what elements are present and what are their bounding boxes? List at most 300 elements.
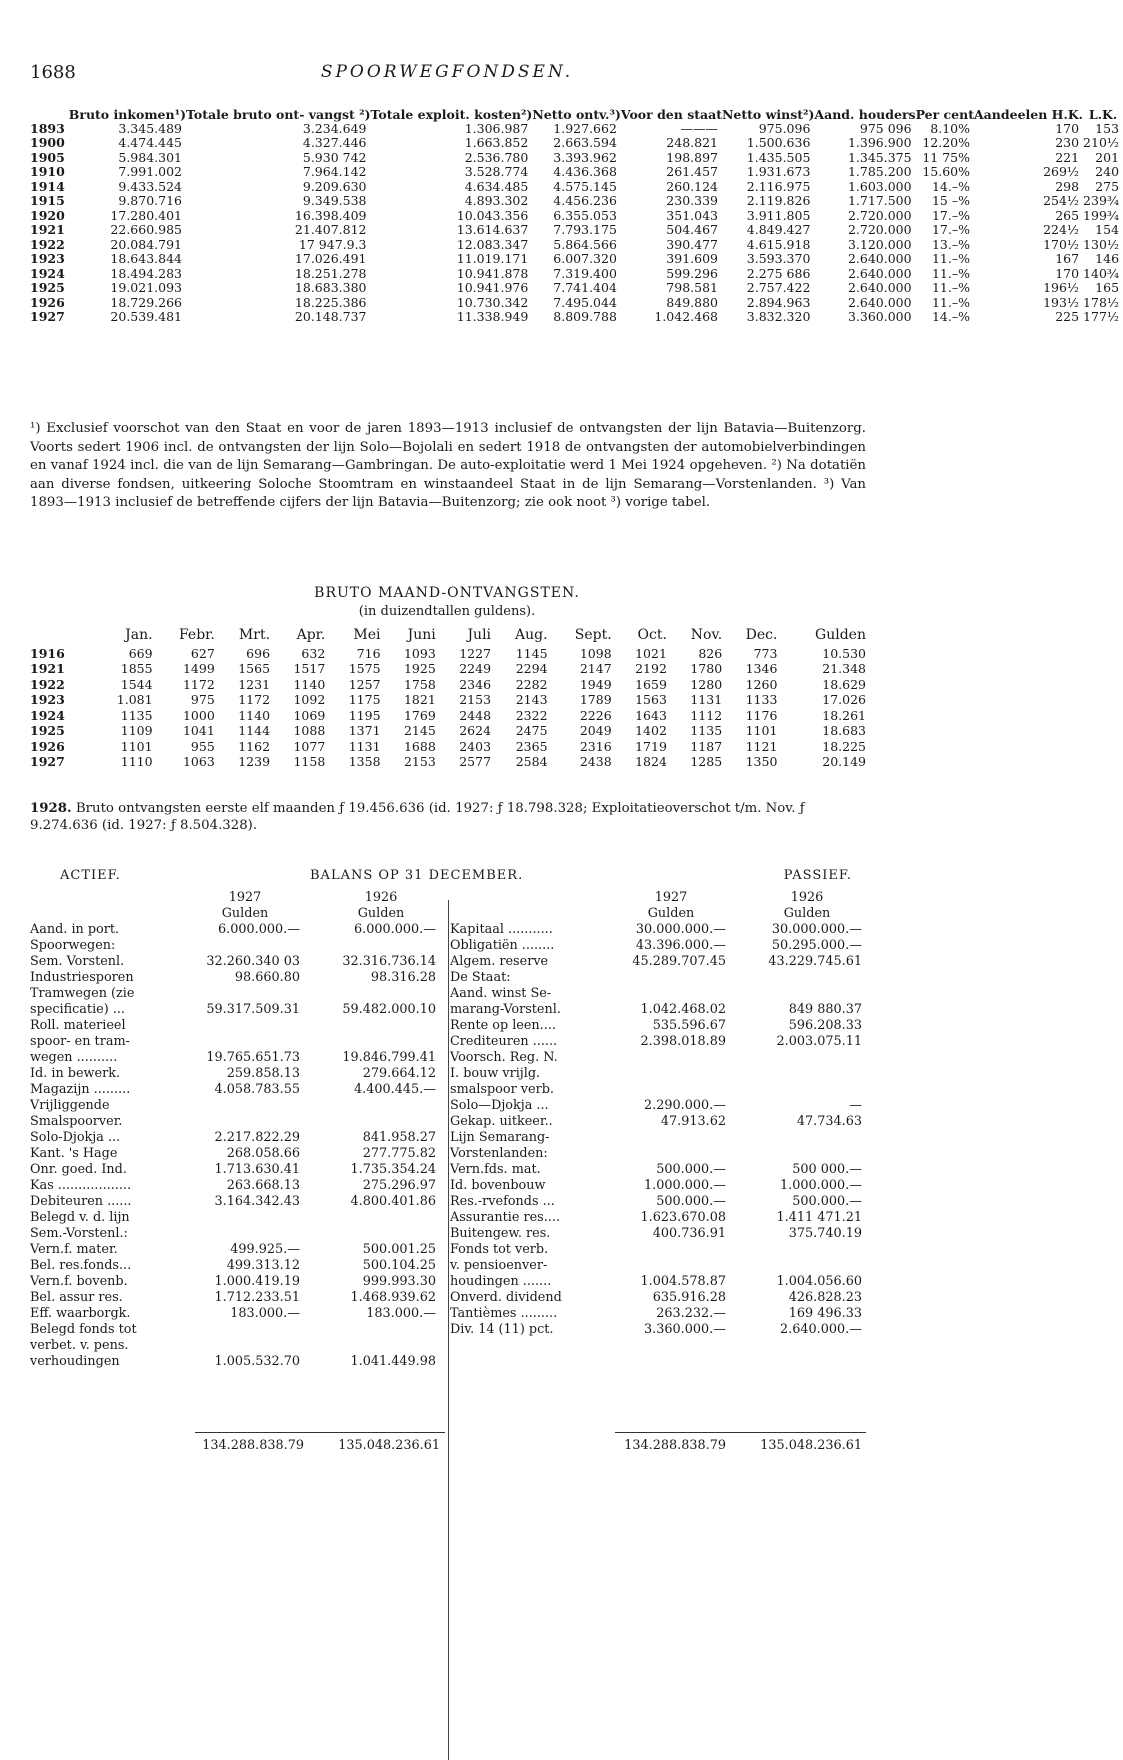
activa-value-1927: 4.058.783.55	[214, 1082, 300, 1097]
monthly-header: Sept.	[574, 627, 612, 643]
activa-row	[30, 1210, 440, 1226]
table1-cell: 7.991.002	[118, 164, 182, 179]
table1-cell: 199¾	[1083, 207, 1120, 223]
table1-cell: 599.296	[666, 265, 718, 281]
note-1928-year: 1928.	[30, 801, 72, 816]
activa-label: Belegd fonds tot	[30, 1322, 137, 1337]
monthly-cell: 2365	[515, 738, 548, 754]
monthly-cell: 1.081	[116, 692, 153, 707]
activa-row	[30, 1130, 440, 1146]
table1-cell: 2.116.975	[746, 178, 811, 194]
table1-cell: 1.931.673	[746, 164, 811, 179]
table1-cell: 269½	[1043, 164, 1080, 179]
table1-cell: 240	[1095, 164, 1120, 179]
table1-cell: 4.634.485	[464, 178, 529, 194]
activa-row	[30, 1050, 440, 1066]
activa-row	[30, 1274, 440, 1290]
table1-row	[30, 151, 1123, 166]
table1-cell: 18.643.844	[110, 251, 182, 266]
passiva-row	[450, 1322, 866, 1338]
monthly-cell: 1172	[238, 692, 271, 707]
monthly-row	[30, 754, 866, 770]
activa-row	[30, 1002, 440, 1018]
table1-cell: 248.821	[666, 135, 718, 150]
passiva-total-1927: 134.288.838.79	[624, 1438, 726, 1453]
monthly-cell: 1109	[120, 723, 153, 738]
monthly-cell: 826	[698, 645, 723, 661]
activa-label: ACTIEF.	[60, 868, 121, 883]
monthly-cell: 1131	[348, 738, 381, 754]
monthly-cell: 1780	[690, 661, 723, 676]
table1-header: Per cent	[915, 107, 974, 122]
passiva-year-b: 1926	[790, 890, 824, 905]
passiva-label: Kapitaal ...........	[450, 922, 553, 937]
table1-cell: 3.234.649	[302, 120, 367, 136]
table1-cell: 2.640.000	[847, 294, 912, 310]
monthly-cell: 1758	[403, 676, 436, 692]
table1-cell: 3.360.000	[847, 309, 912, 324]
passiva-row	[450, 1146, 866, 1162]
passiva-row	[450, 1050, 866, 1066]
monthly-row	[30, 739, 866, 755]
activa-value-1926: 4.800.401.86	[350, 1194, 436, 1209]
activa-row	[30, 1242, 440, 1258]
activa-value-1926: 32.316.736.14	[342, 954, 436, 969]
monthly-header: Juni	[407, 627, 436, 643]
monthly-cell: 1659	[635, 676, 667, 692]
table1-cell: 2.536.780	[464, 149, 529, 165]
table1-row	[30, 296, 1123, 311]
passiva-label: Aand. winst Se-	[450, 986, 552, 1001]
table1-cell: 2.720.000	[847, 207, 912, 223]
table1-cell: 1.042.468	[654, 309, 718, 324]
table1-cell: 1924	[30, 265, 65, 281]
monthly-cell: 1140	[238, 707, 271, 723]
monthly-header: Dec.	[745, 627, 778, 643]
activa-label: Vern.f. bovenb.	[30, 1274, 128, 1289]
monthly-cell: 955	[190, 738, 215, 754]
activa-row	[30, 1290, 440, 1306]
monthly-cell: 1162	[238, 738, 271, 754]
passiva-label: Gekap. uitkeer..	[450, 1114, 553, 1129]
activa-unit-a: Gulden	[221, 906, 269, 921]
table1-cell: 17.–%	[931, 207, 970, 223]
activa-value-1927: 268.058.66	[226, 1146, 300, 1161]
table1-row	[30, 165, 1123, 180]
monthly-cell: 1923	[30, 692, 65, 707]
table1-cell: 1893	[30, 120, 65, 136]
table1-cell: 4.327.446	[302, 135, 367, 150]
activa-value-1927: 98.660.80	[234, 970, 300, 985]
passiva-value-1926: 500 000.—	[792, 1162, 862, 1177]
activa-value-1926: 19.846.799.41	[342, 1050, 436, 1065]
column-divider	[448, 900, 449, 1760]
table1-cell: ———	[680, 120, 718, 136]
monthly-cell: 2448	[459, 707, 492, 723]
table1-cell: 239¾	[1083, 193, 1120, 208]
monthly-cell: 2153	[403, 754, 436, 769]
balance-title: BALANS OP 31 DECEMBER.	[310, 868, 524, 883]
monthly-cell: 2316	[579, 738, 612, 754]
monthly-header: Febr.	[178, 627, 215, 643]
activa-row	[30, 970, 440, 986]
passiva-value-1926: —	[849, 1098, 862, 1113]
passiva-value-1927: 30.000.000.—	[635, 922, 726, 937]
passiva-label: De Staat:	[450, 970, 511, 985]
monthly-cell: 716	[356, 645, 381, 661]
table1-cell: 9.349.538	[302, 193, 367, 208]
monthly-cell: 1227	[459, 645, 492, 661]
table1-cell: 11.–%	[931, 251, 970, 266]
table1-cell: 4.893.302	[464, 193, 529, 208]
monthly-receipts-table	[30, 628, 866, 770]
table1-row	[30, 136, 1123, 151]
table1-cell: 1910	[30, 164, 65, 179]
activa-row	[30, 1018, 440, 1034]
activa-row	[30, 1322, 440, 1338]
activa-value-1926: 841.958.27	[362, 1130, 436, 1145]
monthly-cell: 2282	[515, 676, 548, 692]
activa-label: Sem.-Vorstenl.:	[30, 1226, 128, 1241]
table1-cell: 14.–%	[931, 309, 970, 324]
table1-cell: 1.435.505	[746, 149, 811, 165]
passiva-unit-b: Gulden	[783, 906, 831, 921]
activa-label: Kas ..................	[30, 1178, 132, 1193]
table1-cell: 20.539.481	[110, 309, 182, 324]
table1-cell: 10.941.976	[456, 280, 529, 295]
activa-label: Bel. assur res.	[30, 1290, 123, 1305]
passiva-value-1927: 263.232.—	[656, 1306, 726, 1321]
table1-cell: 18.494.283	[110, 265, 182, 281]
activa-value-1926: 1.468.939.62	[350, 1290, 436, 1305]
table1-cell: 10.730.342	[456, 294, 529, 310]
table1-cell: 17.–%	[931, 222, 970, 237]
monthly-cell: 2226	[579, 707, 612, 723]
monthly-cell: 1499	[182, 661, 215, 676]
activa-label: Industriesporen	[30, 970, 134, 985]
monthly-header: Mei	[353, 627, 381, 643]
table1-cell: 261.457	[666, 164, 718, 179]
activa-value-1926: 1.041.449.98	[350, 1354, 436, 1369]
table1-cell: 230	[1055, 135, 1080, 150]
table1-cell: 1.603.000	[847, 178, 912, 194]
passiva-row	[450, 1194, 866, 1210]
table1-header: Voor den staat	[620, 107, 722, 122]
activa-label: Id. in bewerk.	[30, 1066, 121, 1081]
table1-header: Netto winst²)	[722, 107, 815, 122]
table1-cell: 9.870.716	[118, 193, 182, 208]
monthly-cell: 1544	[120, 676, 153, 692]
table1-cell: 201	[1095, 149, 1120, 165]
table1-cell: 7.319.400	[553, 265, 617, 281]
activa-value-1927: 263.668.13	[226, 1178, 300, 1193]
activa-value-1927: 1.712.233.51	[214, 1290, 300, 1305]
passiva-label: Voorsch. Reg. N.	[450, 1050, 558, 1065]
passiva-label: Onverd. dividend	[450, 1290, 562, 1305]
passiva-label: Buitengew. res.	[450, 1226, 551, 1241]
monthly-header: Apr.	[296, 627, 326, 643]
passiva-value-1927: 535.596.67	[652, 1018, 726, 1033]
table1-cell: 170½	[1043, 236, 1080, 252]
passiva-label: Div. 14 (11) pct.	[450, 1322, 554, 1337]
table1-cell: 7.495.044	[553, 294, 617, 310]
annual-results-table	[30, 108, 1123, 325]
table1-cell: 9.433.524	[118, 178, 182, 194]
table1-cell: 17.026.491	[294, 251, 367, 266]
table1-cell: 18.683.380	[294, 280, 367, 295]
monthly-cell: 1280	[690, 676, 723, 692]
activa-row	[30, 1082, 440, 1098]
table1-cell: 260.124	[666, 178, 718, 194]
table1-cell: 1.663.852	[464, 135, 529, 150]
passiva-label: I. bouw vrijlg.	[450, 1066, 541, 1081]
table1-cell: 193½	[1043, 294, 1080, 310]
passiva-label: Vorstenlanden:	[450, 1146, 548, 1161]
monthly-cell: 18.261	[822, 707, 866, 723]
table1-cell: 7.741.404	[553, 280, 617, 295]
monthly-cell: 1517	[293, 661, 326, 676]
page-number: 1688	[30, 62, 76, 83]
monthly-subtitle: (in duizendtallen guldens).	[358, 604, 536, 619]
passiva-value-1926: 30.000.000.—	[771, 922, 862, 937]
monthly-cell: 1077	[293, 738, 326, 754]
table1-cell: 1923	[30, 251, 65, 266]
monthly-cell: 632	[301, 645, 326, 661]
monthly-cell: 1927	[30, 754, 65, 769]
monthly-cell: 17.026	[822, 692, 866, 707]
table1-cell: 22.660.985	[110, 222, 182, 237]
monthly-cell: 2403	[459, 738, 492, 754]
table1-cell: 2.894.963	[746, 294, 811, 310]
monthly-cell: 1855	[120, 661, 153, 676]
monthly-cell: 1098	[579, 645, 612, 661]
table1-row	[30, 252, 1123, 267]
passiva-label: Vern.fds. mat.	[450, 1162, 541, 1177]
monthly-cell: 2192	[635, 661, 667, 676]
passiva-row	[450, 1242, 866, 1258]
table1-cell: 18.225.386	[294, 294, 367, 310]
activa-label: Sem. Vorstenl.	[30, 954, 125, 969]
passiva-value-1926: 1.411 471.21	[776, 1210, 862, 1225]
table1-cell: 15 –%	[931, 193, 970, 208]
passiva-row	[450, 1098, 866, 1114]
activa-value-1926: 275.296.97	[362, 1178, 436, 1193]
activa-column	[30, 890, 440, 1370]
table1-cell: 221	[1055, 149, 1080, 165]
activa-value-1926: 4.400.445.—	[354, 1082, 436, 1097]
passiva-value-1926: 43.229.745.61	[768, 954, 862, 969]
passiva-row	[450, 1034, 866, 1050]
monthly-cell: 1565	[238, 661, 271, 676]
table1-cell: 11.–%	[931, 294, 970, 310]
monthly-row	[30, 661, 866, 677]
passiva-label: Algem. reserve	[450, 954, 549, 969]
passiva-label: Assurantie res....	[450, 1210, 561, 1225]
table1-row	[30, 180, 1123, 195]
table1-cell: 975.096	[758, 120, 811, 136]
monthly-cell: 1949	[579, 676, 612, 692]
monthly-cell: 2145	[403, 723, 436, 738]
monthly-cell: 1257	[348, 676, 381, 692]
activa-label: verhoudingen	[30, 1354, 120, 1369]
activa-label: verbet. v. pens.	[30, 1338, 129, 1353]
monthly-cell: 2249	[459, 661, 492, 676]
table1-cell: 265	[1055, 207, 1080, 223]
table1-cell: 18.251.278	[294, 265, 367, 281]
passiva-row	[450, 954, 866, 970]
monthly-cell: 1688	[403, 738, 436, 754]
passiva-row	[450, 1290, 866, 1306]
monthly-cell: 1133	[745, 692, 778, 707]
monthly-cell: 2294	[515, 661, 548, 676]
activa-value-1926: 500.104.25	[362, 1258, 436, 1273]
table1-cell: 146	[1095, 251, 1120, 266]
table1-cell: 1926	[30, 294, 65, 310]
activa-value-1927: 6.000.000.—	[218, 922, 300, 937]
table1-cell: 17.280.401	[110, 207, 182, 223]
monthly-cell: 2475	[515, 723, 548, 738]
activa-label: Vrijliggende	[30, 1098, 110, 1113]
monthly-cell: 1260	[745, 676, 778, 692]
passiva-row	[450, 1226, 866, 1242]
activa-row	[30, 986, 440, 1002]
table1-cell: 6.007.320	[553, 251, 617, 266]
table1-cell: 1.306.987	[464, 120, 529, 136]
monthly-cell: 1350	[745, 754, 778, 769]
monthly-cell: 1121	[745, 738, 778, 754]
activa-year-a: 1927	[228, 890, 262, 905]
monthly-cell: 1231	[238, 676, 271, 692]
table1-cell: 11.–%	[931, 280, 970, 295]
table1-cell: 16.398.409	[294, 207, 367, 223]
monthly-cell: 1195	[348, 707, 381, 723]
table1-cell: 178½	[1083, 294, 1120, 310]
table1-cell: 1.345.375	[847, 149, 912, 165]
monthly-cell: 1093	[403, 645, 436, 661]
table1-cell: 2.119.826	[746, 193, 811, 208]
monthly-cell: 2143	[515, 692, 548, 707]
activa-value-1926: 277.775.82	[362, 1146, 436, 1161]
passiva-value-1926: 47.734.63	[796, 1114, 862, 1129]
activa-label: Roll. materieel	[30, 1018, 126, 1033]
passiva-value-1926: 2.640.000.—	[780, 1322, 862, 1337]
monthly-cell: 1175	[348, 692, 381, 707]
table1-cell: 210½	[1083, 135, 1120, 150]
activa-row	[30, 954, 440, 970]
passiva-label: Lijn Semarang-	[450, 1130, 550, 1145]
passiva-value-1926: 375.740.19	[788, 1226, 862, 1241]
activa-label: specificatie) ...	[30, 1002, 125, 1017]
passiva-unit-header	[450, 906, 866, 922]
activa-label: Smalspoorver.	[30, 1114, 123, 1129]
activa-row	[30, 1226, 440, 1242]
monthly-cell: 696	[246, 645, 271, 661]
monthly-cell: 1925	[403, 661, 436, 676]
table1-cell: 8.809.788	[553, 309, 617, 324]
activa-label: Aand. in port.	[30, 922, 120, 937]
passiva-row	[450, 1258, 866, 1274]
monthly-cell: 1063	[182, 754, 215, 769]
activa-total-1927: 134.288.838.79	[202, 1438, 304, 1453]
balance-sheet	[30, 890, 866, 1470]
table1-cell: 12.083.347	[456, 236, 529, 252]
table1-cell: 1914	[30, 178, 65, 194]
table1-header: Aand. houders	[814, 107, 916, 122]
activa-value-1926: 6.000.000.—	[354, 922, 436, 937]
activa-row	[30, 1258, 440, 1274]
table1-cell: 1922	[30, 236, 65, 252]
monthly-cell: 1402	[635, 723, 667, 738]
passiva-row	[450, 1082, 866, 1098]
table1-header: L.K.	[1088, 107, 1118, 122]
table1-row	[30, 223, 1123, 238]
passiva-value-1927: 47.913.62	[660, 1114, 726, 1129]
activa-label: Belegd v. d. lijn	[30, 1210, 130, 1225]
monthly-cell: 1144	[238, 723, 271, 738]
table1-cell: 3.593.370	[746, 251, 811, 266]
table1-cell: 140¾	[1083, 265, 1120, 281]
activa-value-1927: 19.765.651.73	[206, 1050, 300, 1065]
table1-cell: 4.456.236	[553, 193, 617, 208]
passiva-value-1927: 635.916.28	[652, 1290, 726, 1305]
table1-cell: 170	[1055, 265, 1080, 281]
table1-header: Bruto inkomen¹)	[68, 107, 186, 122]
table1-row	[30, 310, 1123, 325]
passiva-row	[450, 1018, 866, 1034]
monthly-cell: 2153	[459, 692, 492, 707]
table1-cell: 154	[1095, 222, 1120, 237]
page-header	[30, 62, 864, 86]
table1-cell: 351.043	[666, 207, 718, 223]
table1-cell: 4.436.368	[553, 164, 617, 179]
monthly-cell: 18.683	[822, 723, 866, 738]
table1-cell: 3.120.000	[847, 236, 912, 252]
monthly-cell: 1176	[745, 707, 778, 723]
passiva-value-1927: 43.396.000.—	[635, 938, 726, 953]
table1-cell: 5.930 742	[302, 149, 367, 165]
table1-cell: 19.021.093	[110, 280, 182, 295]
monthly-cell: 1135	[120, 707, 153, 723]
passiva-value-1927: 1.623.670.08	[640, 1210, 726, 1225]
monthly-cell: 1371	[348, 723, 381, 738]
table1-header: Aandeelen H.K.	[973, 107, 1084, 122]
monthly-cell: 627	[190, 645, 215, 661]
table1-header: Netto ontv.³)	[532, 107, 621, 122]
footnotes: ¹) Exclusief voorschot van den Staat en voor de jaren 1893—1913 inclusief de ontvangsten der lijn Batavia—Buitenzorg. Voorts sedert 1906 incl. de ontvangsten der lijn Solo—Bojolali en sedert 1918 de ontvangsten der automobielverbindingen en vanaf 1924 incl. die van de lijn Semarang—Gambringan. De auto-exploitatie werd 1 Mei 1924 opgeheven. ²) Na dotatiën aan diverse fondsen, uitkeering Soloche Stoomtram en winstaandeel Staat in de lijn Semarang—Vorstenlanden. ³) Van 1893—1913 inclusief de betreffende cijfers der lijn Batavia—Buitenzorg; zie ook noot ³) vorige tabel.	[30, 421, 866, 510]
passiva-label: houdingen .......	[450, 1274, 552, 1289]
table1-cell: 1905	[30, 149, 65, 165]
monthly-cell: 1088	[293, 723, 326, 738]
monthly-cell: 2147	[579, 661, 612, 676]
table1-cell: 1.396.900	[847, 135, 912, 150]
monthly-cell: 1824	[635, 754, 667, 769]
table1-cell: 11.–%	[931, 265, 970, 281]
table1-cell: 13.–%	[931, 236, 970, 252]
activa-value-1926: 183.000.—	[366, 1306, 436, 1321]
activa-row	[30, 1162, 440, 1178]
table1-cell: 15.60%	[922, 164, 970, 179]
activa-year-header	[30, 890, 440, 906]
activa-value-1927: 259.858.13	[226, 1066, 300, 1081]
table1-cell: 10.043.356	[456, 207, 529, 223]
passiva-year-header	[450, 890, 866, 906]
passiva-column	[450, 890, 866, 1338]
monthly-cell: 21.348	[822, 661, 866, 676]
table1-header: Totale exploit. kosten²)	[370, 107, 533, 122]
table1-cell: 849.880	[666, 294, 718, 310]
table1-cell: 3.911.805	[746, 207, 811, 223]
table1-cell: 230.339	[666, 193, 718, 208]
